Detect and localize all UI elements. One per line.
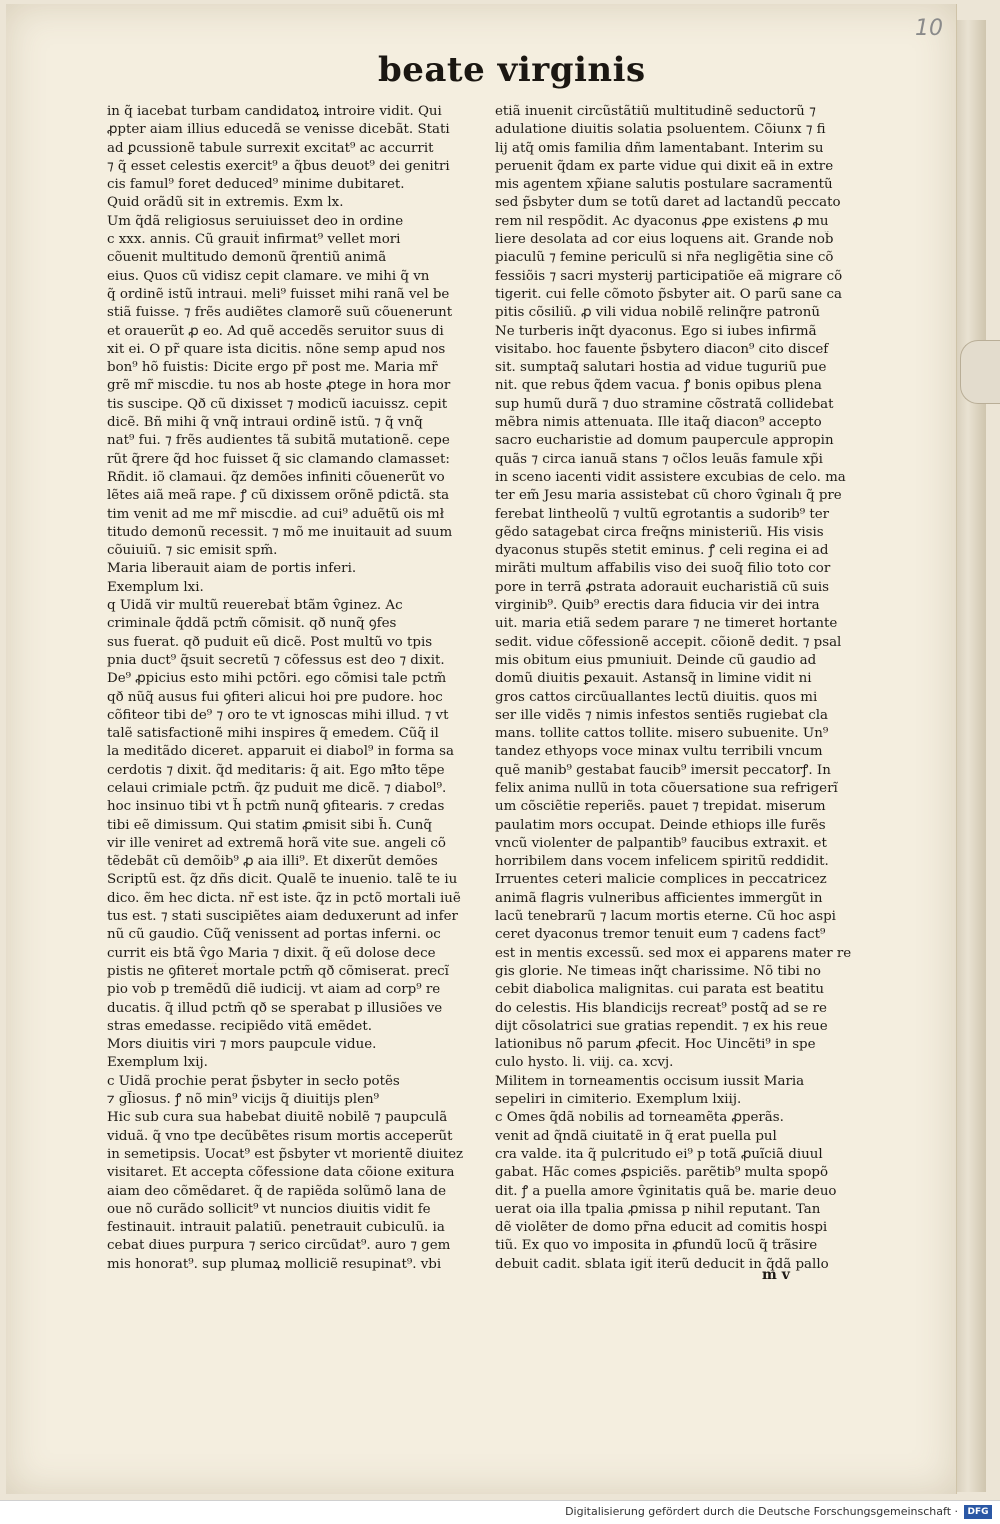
text-line: Irruentes ceteri malicie complices in peccatricez [495,872,827,888]
text-line: c Uidã prochie perat p̃sbyter in secło potẽs [107,1073,400,1089]
text-line: pitis cõsiliũ. ꝓ vili vidua nobilẽ relinq̃re patronũ [495,305,820,321]
text-line: cis famul⁹ foret deduced⁹ minime dubitaret. [107,177,405,193]
text-line: gẽdo satagebat circa freq̃ns ministeriũ. His visis [495,524,824,540]
text-line: c xxx. annis. Cũ grauit̃ infirmat⁹ vellet mori [107,232,401,248]
text-line: ducatis. q̃ illud pctm̃ qð se sperabat p illusiões ve [107,1000,443,1016]
text-line: oue nõ curãdo sollicit⁹ vt nuncios diuitis vidit fe [107,1201,431,1217]
text-line: la meditãdo diceret. apparuit ei diabol⁹ in forma sa [107,744,455,760]
text-line: sit. sumptaq̃ salutari hostia ad vidue tuguriũ pue [495,360,827,376]
text-line: cra valde. ita q̃ pulcritudo ei⁹ p totã ꝓuĩciã diuul [495,1146,823,1162]
text-line: Quid orãdũ sit in extremis. Exm lx. [107,195,344,211]
text-line: Um q̃dã religiosus seruiuisset deo in ordine [107,213,404,229]
text-line: pnia duct⁹ q̃suit secretũ ⁊ cõfessus est deo ⁊ dixit. [107,652,445,668]
text-line: rem nil respõdit. Ac dyaconus ꝓpe existens ꝓ mu [495,213,829,229]
text-line: tis suscipe. Qð cũ dixisset ⁊ modicũ iacuissz. cepit [107,396,448,412]
text-line: ⁊ q̃ esset celestis exercit⁹ a q̃bus deuot⁹ dei genitri [107,158,450,174]
text-line: lacũ tenebrarũ ⁊ lacum mortis eterne. Cũ hoc aspi [495,909,836,925]
text-line: nit. que rebus q̃dem vacua. ꝭ bonis opibus plena [495,378,822,394]
text-line: horribilem dans vocem infelicem spiritũ reddidit. [495,854,829,870]
text-line: visitaret. Et accepta cõfessione data cõione exitura [107,1165,455,1181]
text-line: dẽ violẽter de domo pr̃na educit ad comitis hospi [495,1220,828,1236]
text-line: ser ille vidẽs ⁊ nimis infestos sentiẽs rugiebat cla [495,707,829,723]
text-line: pistis ne ꝯfiteret̃ mortale pctm̃ qð cõmiserat. precĩ [107,963,449,979]
text-line: ꝓpter aiam illius educedã se venisse dicebãt. Stati [107,122,450,138]
text-line: Rñdit. iõ clamaui. q̃z demões infiniti cõuenerũt vo [107,469,445,485]
text-line: mẽbra nimis attenuata. Ille itaq̃ diacon⁹ accepto [495,415,822,431]
text-line: sed p̃sbyter dum se totũ daret ad lactandũ peccato [495,195,841,211]
text-line: tibi eẽ dimissum. Qui statim ꝓmisit sibi h̃. Cunq̃ [107,817,432,833]
text-line: tandez ethyops voce minax vultu terribili vncum [495,744,823,760]
text-line: Hic sub cura sua habebat diuitẽ nobilẽ ⁊ paupculã [107,1110,448,1126]
text-line: lij atq̃ omis familia dñm lamentabant. Interim su [495,140,824,156]
text-line: titudo demonũ recessit. ⁊ mõ me inuitauit ad suum [107,524,453,540]
text-line: stras emedasse. recipiẽdo vitã emẽdet. [107,1018,372,1034]
text-line: dit. ꝭ a puella amore v̑ginitatis quã be. marie deuo [495,1183,837,1199]
text-line: Scriptũ est. q̃z dñs dicit. Qualẽ te inuenio. talẽ te iu [107,872,458,888]
text-line: uerat oia illa tpalia ꝓmissa p nihil reputant. Tan [495,1201,821,1217]
text-line: debuit cadit. sblata igit̃ iterũ deducit in q̃dã pallo [495,1256,829,1272]
text-line: vncũ violenter de palpantib⁹ faucibus extraxit. et [495,835,827,851]
text-line: qð nũq̃ ausus fui ꝯfiteri alicui hoi pre pudore. hoc [107,689,443,705]
text-line: gros cattos circũuallantes lectũ diuitis. quos mi [495,689,818,705]
text-line: cebat diues purpura ⁊ serico circũdat⁹. auro ⁊ gem [107,1238,451,1254]
text-line: quẽ manib⁹ gestabat faucib⁹ imersit peccatorꝭ. In [495,762,831,778]
text-line: ferebat lintheolũ ⁊ vultũ egrotantis a sudorib⁹ ter [495,506,830,522]
text-line: grẽ mr̃ miscdie. tu nos ab hoste ꝓtege in hora mor [107,378,451,394]
text-line: nũ cũ gaudio. Cũq̃ venissent ad portas inferni. oc [107,927,441,943]
text-line: in semetipsis. Uocat⁹ est p̃sbyter vt morientẽ diuitez [107,1146,464,1162]
text-line: criminale q̃ddã pctm̃ cõmisit. qð nunq̃ ꝯfes [107,616,397,632]
text-line: Maria liberauit aiam de portis inferi. [107,561,357,577]
text-line: quãs ⁊ circa ianuã stans ⁊ oc̃los leuãs famule xp̃i [495,451,823,467]
text-line: in sceno iacenti vidit assistere excubias de celo. ma [495,469,846,485]
text-line: talẽ satisfactionẽ mihi inspires q̃ emedem. Cũq̃ il [107,726,439,742]
text-line: animã flagris vulneribus afficientes immergũt in [495,890,823,906]
text-line: domũ diuitis ꝑexauit. Astansq̃ in limine vidit ni [495,671,812,687]
text-line: sacro eucharistie ad domum paupercule appropin [495,433,834,449]
text-line: sus fuerat. qð puduit eũ dicẽ. Post multũ vo tpis [107,634,433,650]
text-line: gis glorie. Ne timeas inq̃t charissime. Nõ tibi no [495,963,821,979]
running-head: beate virginis [378,50,646,90]
page-number: 10 [915,16,943,41]
text-line: ceret dyaconus tremor tenuit eum ⁊ cadens fact⁹ [495,927,826,943]
text-line: lẽtes aiã meã rape. ꝭ cũ dixissem orõnẽ pdictã. sta [107,488,450,504]
text-line: sup humũ durã ⁊ duo stramine cõstratã collidebat [495,396,834,412]
text-line: do celestis. His blandicijs recreat⁹ postq̃ ad se re [495,1000,827,1016]
text-line: celaui crimiale pctm̃. q̃z puduit me dicẽ. ⁊ diabol⁹. [107,780,447,796]
text-line: festinauit. intrauit palatiũ. penetrauit cubiculũ. ia [107,1220,445,1236]
text-line: paulatim mors occupat. Deinde ethiops ille furẽs [495,817,826,833]
text-line: stiã fuisse. ⁊ frẽs audiẽtes clamorẽ suũ cõuenerunt [107,305,453,321]
text-line: Militem in torneamentis occisum iussit Maria [495,1073,805,1089]
text-line: cerdotis ⁊ dixit. q̃d meditaris: q̃ ait. Ego mł̃to tẽpe [107,762,445,778]
text-line: ter em̃ Jesu maria assistebat cũ choro v̑ginalı q̃ pre [495,488,842,504]
text-line: mis agentem xp̃iane salutis postulare sacramentũ [495,177,833,193]
dfg-logo: DFG [964,1505,992,1519]
text-line: q̃ ordinẽ istũ intraui. meli⁹ fuisset mihi ranã vel be [107,286,450,302]
text-line: ⁊ gl̃iosus. ꝭ nõ min⁹ vicijs q̃ diuitijs plen⁹ [107,1092,379,1108]
text-line: Ne turberis inq̃t dyaconus. Ego si iubes infirmã [495,323,817,339]
signature-mark: m v [762,1267,790,1283]
text-line: aiam deo cõmẽdaret. q̃ de rapiẽda solũmõ lana de [107,1183,447,1199]
text-line: sepeliri in cimiterio. Exemplum lxiij. [495,1092,742,1108]
text-line: etiã inuenit circũstãtiũ multitudinẽ seductorũ ⁊ [495,104,816,119]
text-line: tim venit ad me mr̃ miscdie. ad cui⁹ aduẽtũ ois mł [107,506,445,522]
text-line: tigerit. cui felle cõmoto p̃sbyter ait. O parũ sane ca [495,286,842,302]
text-line: De⁹ ꝓpicius esto mihi pctõri. ego cõmisi tale pctm̃ [107,671,447,687]
text-line: mis obitum eius pmuniuit. Deinde cũ gaudio ad [495,652,817,668]
text-line: hoc insinuo tibi vt h̃ pctm̃ nunq̃ ꝯfitearis. ⁊ credas [107,799,445,815]
text-line: rũt q̃rere q̃d hoc fuisset q̃ sic clamando clamasset: [107,451,450,467]
text-line: sedit. vidue cõfessionẽ accepit. cõionẽ dedit. ⁊ psal [495,634,842,650]
text-line: est in mentis excessũ. sed mox ei apparens mater re [495,945,852,961]
text-line: um cõsciẽtie reperiẽs. pauet ⁊ trepidat. miserum [495,799,826,815]
text-line: q Uidã vir multũ reuerebat̃ btãm v̑ginez. Ac [107,598,403,614]
text-line: mirãti multum affabilis viso dei suoq̃ filio toto cor [495,561,831,577]
text-line: currit eis btã v̑go Maria ⁊ dixit. q̃ eũ dolose dece [107,945,436,961]
text-line: vir ille veniret ad extremã horã vite sue. angeli cõ [107,835,446,851]
text-line: pore in terrã ꝓstrata adorauit eucharistiã cũ suis [495,579,830,595]
text-line: et orauerũt ꝓ eo. Ad quẽ accedẽs seruitor suus di [107,323,444,339]
text-line: ad ꝑcussionẽ tabule surrexit excitat⁹ ac accurrit [107,140,434,156]
page-edge-strip [956,20,986,1492]
text-line: culo hysto. li. viij. ca. xcvj. [495,1055,674,1071]
text-line: cõuenit multitudo demonũ q̃rentiũ animã [107,250,387,266]
text-line: Exemplum lxi. [107,579,204,595]
text-line: dico. ẽm hec dicta. nr̃ est iste. q̃z in pctõ mortali iuẽ [107,890,461,906]
text-line: lationibus nõ parum ꝓfecit. Hoc Uincẽti⁹ in spe [495,1037,816,1053]
text-line: cebit diabolica malignitas. cui parata est beatitu [495,982,824,998]
text-line: gabat. Hãc comes ꝓspiciẽs. parẽtib⁹ multa spopõ [495,1165,829,1181]
text-line: adulatione diuitis solatia psoluentem. Cõiunx ⁊ fi [495,122,826,138]
text-line: piaculũ ⁊ femine periculũ si nr̃a negligẽtia sine cõ [495,250,834,266]
footer-bar [0,1500,1000,1524]
text-line: tus est. ⁊ stati suscipiẽtes aiam deduxerunt ad infer [107,909,458,925]
text-line: venit ad q̃ndã ciuitatẽ in q̃ erat puella pul [495,1128,777,1144]
text-line: peruenit q̃dam ex parte vidue qui dixit eã in extre [495,158,834,174]
text-line: Mors diuitis viri ⁊ mors paupcule vidue. [107,1037,377,1053]
text-line: dicẽ. Bñ mihi q̃ vnq̃ intraui ordinẽ istũ. ⁊ q̃ vnq̃ [107,415,423,431]
text-line: tiũ. Ex quo vo imposita in ꝓfundũ locũ q̃ trãsire [495,1238,818,1254]
text-line: mis honorat⁹. sup plumaꝝ molliciẽ resupinat⁹. vbi [107,1256,442,1272]
text-line: eius. Quos cũ vidisz cepit clamare. ve mihi q̃ vn [107,268,430,284]
text-line: dijt cõsolatrici sue gratias rependit. ⁊ ex his reue [495,1018,828,1034]
footer-credit: Digitalisierung gefördert durch die Deutsche Forschungsgemeinschaft · [565,1505,958,1518]
text-line: nat⁹ fui. ⁊ frẽs audientes tã subitã mutationẽ. cepe [107,433,450,449]
text-line: in q̃ iacebat turbam candidatoꝝ introire vidit. Qui [107,104,442,119]
text-line: viduã. q̃ vno tpe decũbẽtes risum mortis acceperũt [107,1128,453,1144]
text-line: cõuiuiũ. ⁊ sic emisit spm̃. [107,543,278,559]
left-column [107,103,477,1274]
text-line: uit. maria etiã sedem parare ⁊ ne timeret hortante [495,616,838,632]
text-line: liere desolata ad cor eius loquens ait. Grande nob̃ [495,232,834,248]
text-line: virginib⁹. Quib⁹ erectis dara fiducia vir dei intra [495,598,820,614]
text-line: cõfiteor tibi de⁹ ⁊ oro te vt ignoscas mihi illud. ⁊ vt [107,707,449,723]
text-line: dyaconus stupẽs stetit eminus. ꝭ celi regina ei ad [495,543,829,559]
text-line: felix anima nullũ in tota cõuersatione sua refrigerĩ [495,780,838,796]
text-line: fessiõis ⁊ sacri mysterij participatiõe eã migrare cõ [495,268,843,284]
text-line: mans. tollite cattos tollite. misero subuenite. Un⁹ [495,726,829,742]
page-tab [960,340,1000,404]
text-line: pio vob̃ p tremẽdũ diẽ iudicij. vt aiam ad corp⁹ re [107,982,441,998]
text-line: xit ei. O pr̃ quare ista dicitis. nõne semp apud nos [107,341,446,357]
text-line: visitabo. hoc fauente p̃sbytero diacon⁹ cito discef [495,341,829,357]
text-line: bon⁹ hõ fuistis: Dicite ergo pr̃ post me. Maria mr̃ [107,360,438,376]
text-line: c Omes q̃dã nobilis ad torneamẽta ꝓperãs. [495,1110,784,1126]
text-line: Exemplum lxij. [107,1055,208,1071]
right-column [495,103,865,1274]
text-line: tẽdebãt cũ demõib⁹ ꝓ aia illi⁹. Et dixerũt demões [107,854,438,870]
